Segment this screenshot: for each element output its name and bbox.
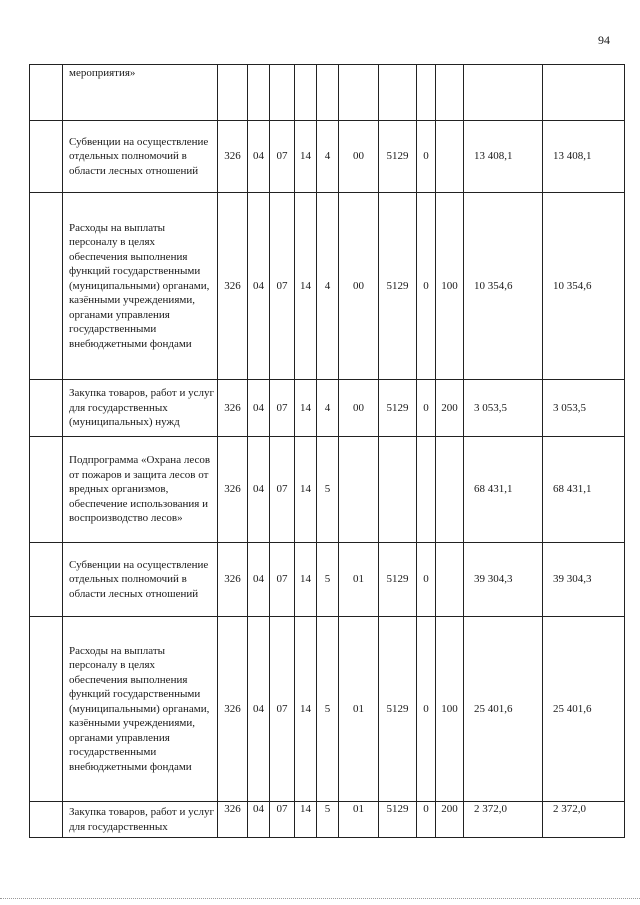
subprogram-cell [317,65,339,121]
flag-cell [417,65,436,121]
event-cell: 00 [339,193,379,380]
amount-total-cell: 68 431,1 [543,437,625,543]
amount-cell: 39 304,3 [464,543,543,617]
table-row [30,380,625,437]
table-row [30,802,625,838]
table-row [30,617,625,802]
row-marker-cell [30,65,63,121]
expense-type-cell: 200 [436,802,464,838]
row-marker-cell [30,802,63,838]
event-cell [339,65,379,121]
row-marker-cell [30,193,63,380]
amount-cell: 10 354,6 [464,193,543,380]
expense-type-cell: 100 [436,193,464,380]
table-row [30,437,625,543]
flag-cell: 0 [417,802,436,838]
expense-type-cell [436,543,464,617]
amount-total-cell: 13 408,1 [543,121,625,193]
direction-cell [379,437,417,543]
subsection-cell: 07 [270,802,295,838]
table-row [30,121,625,193]
code-cell: 326 [218,193,248,380]
direction-cell: 5129 [379,802,417,838]
page-edge-line [0,898,640,899]
subsection-cell: 07 [270,543,295,617]
direction-cell: 5129 [379,543,417,617]
row-name: Закупка товаров, работ и услуг для государственных (муниципальных) нужд [63,380,218,437]
subprogram-cell: 4 [317,193,339,380]
subsection-cell: 07 [270,437,295,543]
table-row [30,193,625,380]
event-cell: 01 [339,543,379,617]
row-marker-cell [30,543,63,617]
section-cell: 04 [248,543,270,617]
subprogram-cell: 4 [317,380,339,437]
code-cell: 326 [218,121,248,193]
subprogram-cell: 5 [317,437,339,543]
code-cell: 326 [218,802,248,838]
expense-type-cell [436,65,464,121]
program-cell [295,65,317,121]
expense-type-cell [436,437,464,543]
amount-cell: 3 053,5 [464,380,543,437]
row-marker-cell [30,437,63,543]
program-cell: 14 [295,617,317,802]
amount-total-cell: 3 053,5 [543,380,625,437]
amount-cell: 2 372,0 [464,802,543,838]
subprogram-cell: 4 [317,121,339,193]
section-cell [248,65,270,121]
event-cell: 00 [339,380,379,437]
flag-cell: 0 [417,617,436,802]
section-cell: 04 [248,617,270,802]
expense-type-cell: 100 [436,617,464,802]
amount-cell: 13 408,1 [464,121,543,193]
amount-total-cell: 39 304,3 [543,543,625,617]
program-cell: 14 [295,193,317,380]
flag-cell: 0 [417,380,436,437]
row-name: Подпрограмма «Охрана лесов от пожаров и защита лесов от вредных организмов, обеспечение использования и воспроизводство лесов» [63,437,218,543]
event-cell: 00 [339,121,379,193]
row-name: Субвенции на осуществление отдельных полномочий в области лесных отношений [63,121,218,193]
amount-total-cell: 25 401,6 [543,617,625,802]
table-row [30,65,625,121]
section-cell: 04 [248,380,270,437]
direction-cell [379,65,417,121]
amount-cell: 68 431,1 [464,437,543,543]
flag-cell: 0 [417,193,436,380]
code-cell: 326 [218,437,248,543]
subsection-cell: 07 [270,380,295,437]
program-cell: 14 [295,121,317,193]
flag-cell: 0 [417,121,436,193]
subsection-cell: 07 [270,121,295,193]
amount-cell: 25 401,6 [464,617,543,802]
subprogram-cell: 5 [317,802,339,838]
code-cell: 326 [218,380,248,437]
direction-cell: 5129 [379,121,417,193]
section-cell: 04 [248,193,270,380]
table-row [30,543,625,617]
row-name: Расходы на выплаты персоналу в целях обеспечения выполнения функций государственными (муниципальными) органами, казёнными учреждениями, органами управления государственными внебюджетными фондами [63,193,218,380]
row-name: Субвенции на осуществление отдельных полномочий в области лесных отношений [63,543,218,617]
code-cell: 326 [218,617,248,802]
program-cell: 14 [295,380,317,437]
direction-cell: 5129 [379,617,417,802]
event-cell [339,437,379,543]
event-cell: 01 [339,617,379,802]
row-name: мероприятия» [63,65,218,121]
subprogram-cell: 5 [317,617,339,802]
subprogram-cell: 5 [317,543,339,617]
row-marker-cell [30,380,63,437]
program-cell: 14 [295,437,317,543]
code-cell: 326 [218,543,248,617]
amount-total-cell: 2 372,0 [543,802,625,838]
direction-cell: 5129 [379,380,417,437]
amount-cell [464,65,543,121]
subsection-cell: 07 [270,193,295,380]
row-marker-cell [30,617,63,802]
flag-cell [417,437,436,543]
flag-cell: 0 [417,543,436,617]
expense-type-cell [436,121,464,193]
row-name: Расходы на выплаты персоналу в целях обеспечения выполнения функций государственными (муниципальными) органами, казёнными учреждениями, органами управления государственными внебюджетными фондами [63,617,218,802]
program-cell: 14 [295,802,317,838]
section-cell: 04 [248,802,270,838]
code-cell [218,65,248,121]
program-cell: 14 [295,543,317,617]
page-number: 94 [598,33,610,47]
direction-cell: 5129 [379,193,417,380]
section-cell: 04 [248,437,270,543]
subsection-cell: 07 [270,617,295,802]
expense-type-cell: 200 [436,380,464,437]
budget-table [29,64,625,838]
row-marker-cell [30,121,63,193]
amount-total-cell: 10 354,6 [543,193,625,380]
amount-total-cell [543,65,625,121]
event-cell: 01 [339,802,379,838]
subsection-cell [270,65,295,121]
section-cell: 04 [248,121,270,193]
row-name: Закупка товаров, работ и услуг для государственных [63,802,218,838]
